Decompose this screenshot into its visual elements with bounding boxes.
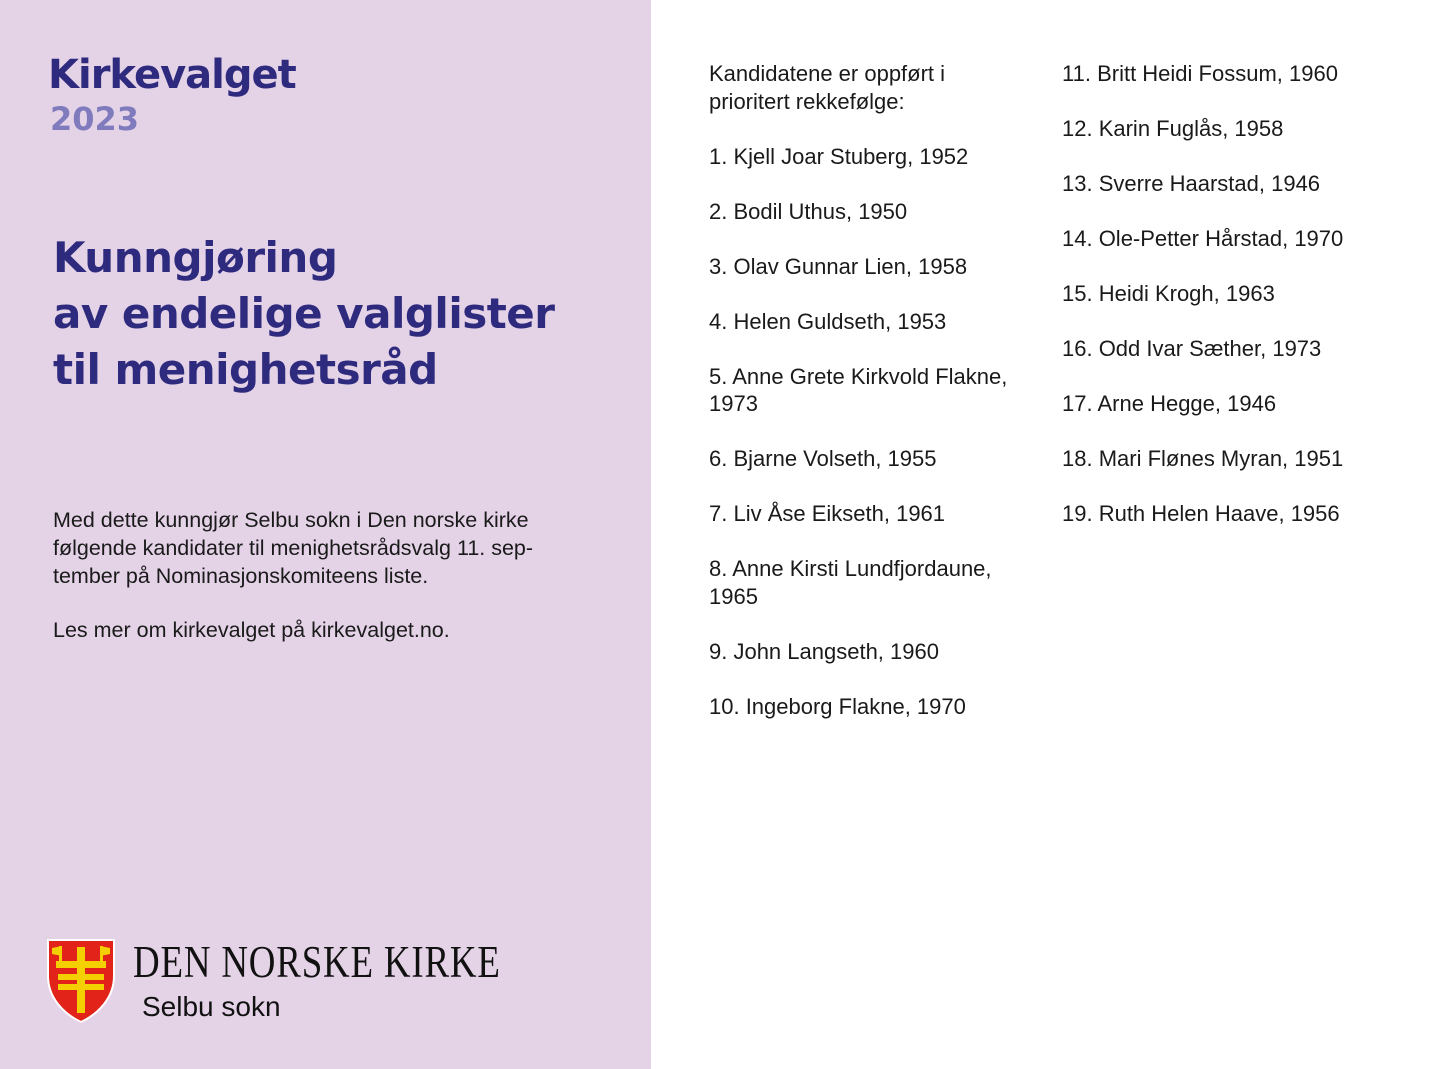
candidate-item [709,198,1039,226]
candidate-list-column-1 [709,60,1039,748]
candidate-line: 14. Ole-Petter Hårstad, 1970 [1062,226,1344,251]
candidate-item [1062,60,1442,88]
intro-line: Med dette kunngjør Selbu sokn i Den norske kirke [53,508,529,532]
candidate-line: 16. Odd Ivar Sæther, 1973 [1062,336,1322,361]
candidate-line: 15. Heidi Krogh, 1963 [1062,281,1275,306]
candidate-line: 10. Ingeborg Flakne, 1970 [709,693,966,719]
list-intro-line: prioritert rekkefølge: [709,88,905,114]
candidate-line: 5. Anne Grete Kirkvold Flakne, [709,363,1008,389]
logo-parish-name: Selbu sokn [142,991,281,1022]
candidate-line: 4. Helen Guldseth, 1953 [709,308,947,334]
headline-line: Kunngjøring [53,233,338,282]
list-intro-line: Kandidatene er oppført i [709,61,946,86]
candidate-line: 1. Kjell Joar Stuberg, 1952 [709,143,969,169]
left-panel [0,0,651,1069]
candidate-item [1062,390,1442,418]
candidate-item [1062,500,1442,528]
intro-paragraph [53,506,613,590]
candidate-line: 19. Ruth Helen Haave, 1956 [1062,501,1340,526]
candidate-line: 1965 [709,583,758,609]
candidate-line: 13. Sverre Haarstad, 1946 [1062,171,1321,196]
headline-line: til menighetsråd [53,345,438,394]
headline [53,230,555,398]
candidate-item [1062,115,1442,143]
candidate-item [709,253,1039,281]
candidate-line: 12. Karin Fuglås, 1958 [1062,116,1284,141]
list-intro [709,60,1039,115]
candidate-item [709,308,1039,336]
candidate-item [1062,170,1442,198]
candidate-line: 17. Arne Hegge, 1946 [1062,391,1277,416]
candidate-list-column-2 [1062,60,1442,555]
candidate-line: 3. Olav Gunnar Lien, 1958 [709,253,968,279]
candidate-item [1062,225,1442,253]
candidate-item [709,143,1039,171]
candidate-line: 6. Bjarne Volseth, 1955 [709,446,937,471]
candidate-item [709,500,1039,528]
candidate-line: 1973 [709,391,758,416]
logo-wordmark: DEN NORSKE KIRKE [133,937,501,987]
candidate-line: 18. Mari Flønes Myran, 1951 [1062,446,1344,471]
brand-year: 2023 [50,100,140,138]
candidate-item [709,638,1039,666]
candidate-line: 11. Britt Heidi Fossum, 1960 [1062,61,1338,86]
candidate-item [709,555,1039,610]
candidate-line: 8. Anne Kirsti Lundfjordaune, [709,556,992,581]
intro-line: følgende kandidater til menighetsrådsvalg 11. sep- [53,536,534,560]
candidate-item [1062,335,1442,363]
candidate-item [709,445,1039,473]
candidate-line: 2. Bodil Uthus, 1950 [709,198,908,224]
candidate-line: 9. John Langseth, 1960 [709,638,939,664]
candidate-item [1062,280,1442,308]
candidate-line: 7. Liv Åse Eikseth, 1961 [709,501,946,526]
church-shield-logo [46,938,116,1024]
candidate-item [709,693,1039,721]
readmore-text: Les mer om kirkevalget på kirkevalget.no. [53,618,450,642]
intro-line: tember på Nominasjonskomiteens liste. [53,564,429,588]
headline-line: av endelige valglister [53,289,555,338]
candidate-item [709,363,1039,418]
candidate-item [1062,445,1442,473]
brand-title: Kirkevalget [48,52,296,98]
